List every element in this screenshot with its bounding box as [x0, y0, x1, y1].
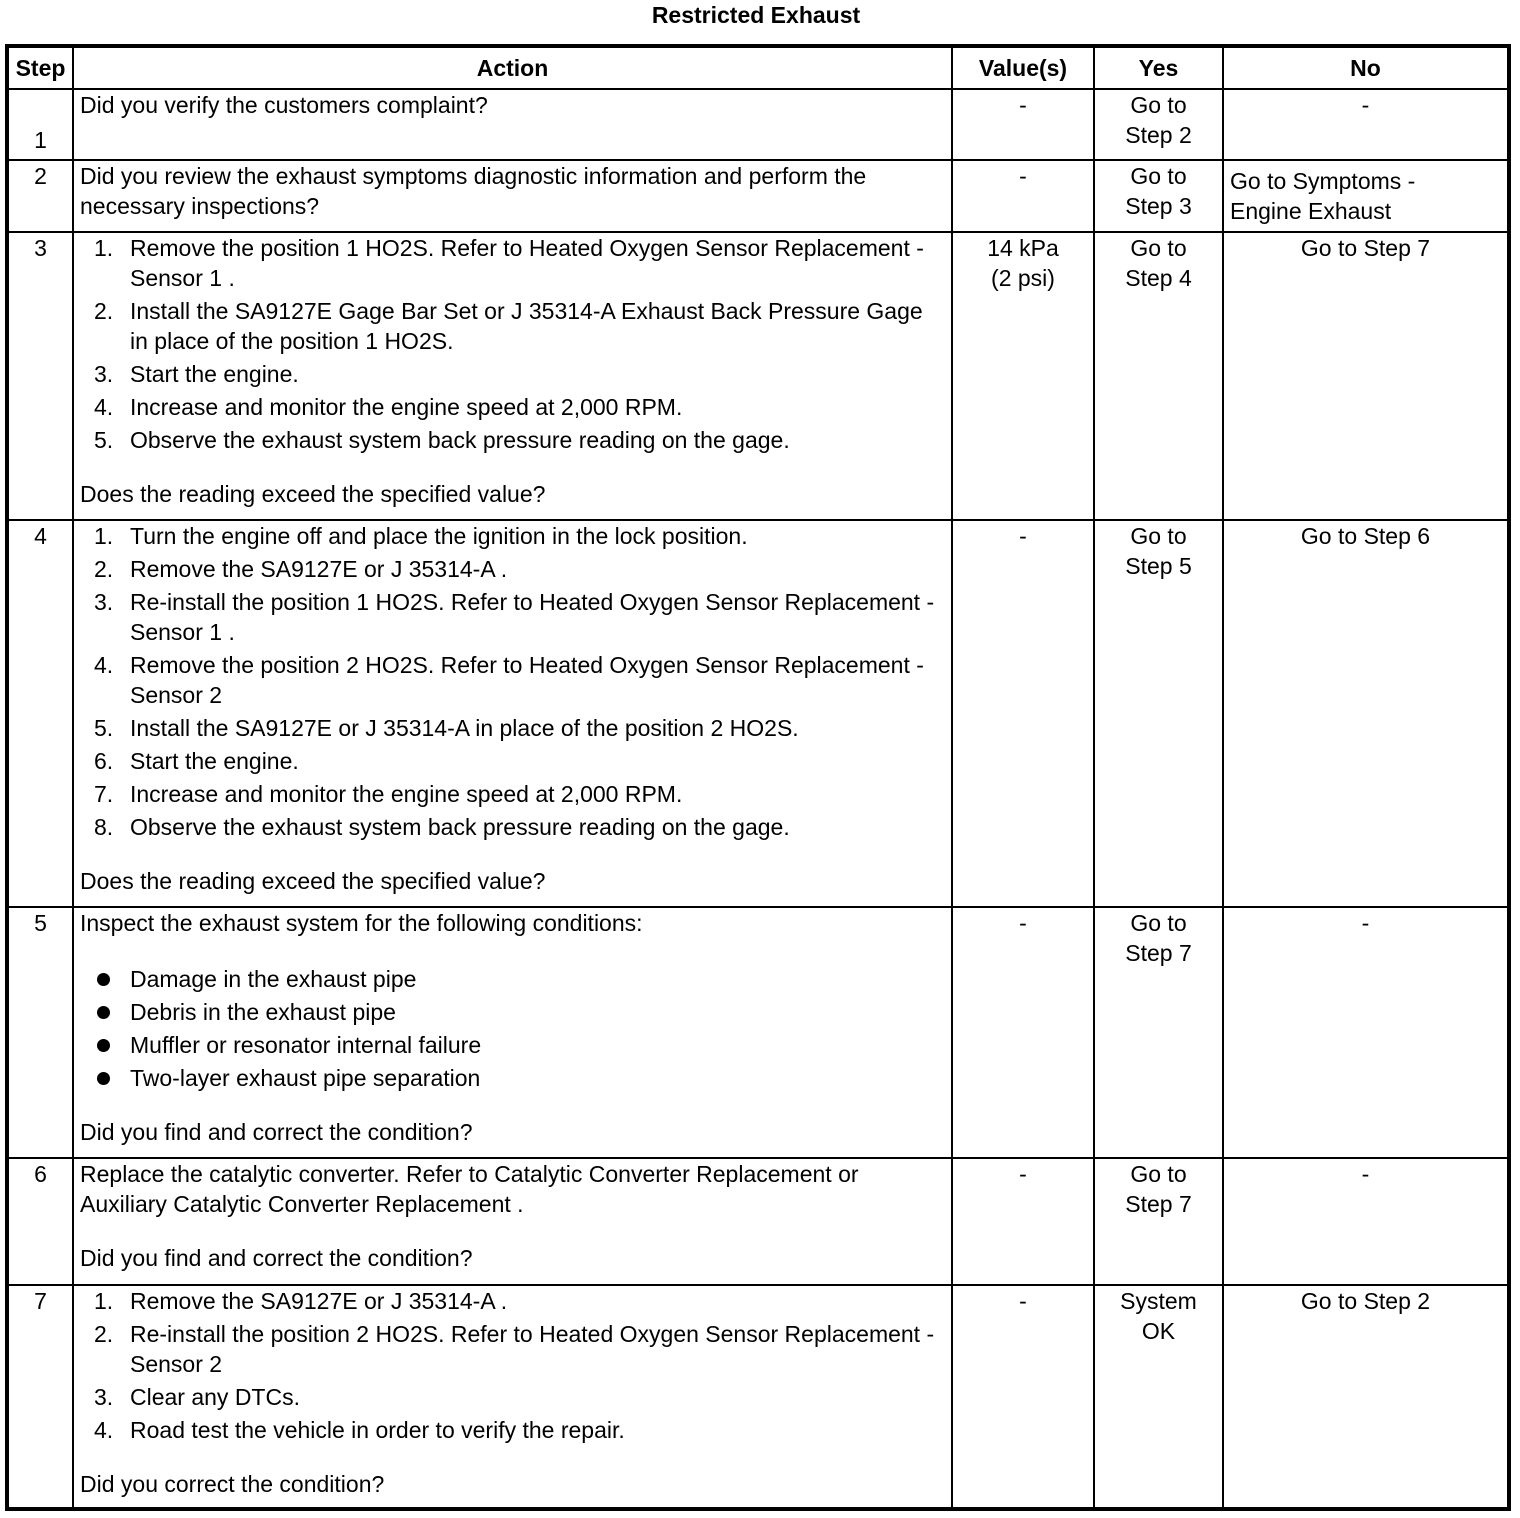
value-cell: -: [952, 89, 1094, 160]
action-cell: [73, 89, 952, 160]
value-line: (2 psi): [991, 265, 1055, 291]
bullet-icon: [97, 1039, 110, 1052]
value-cell: -: [952, 1285, 1094, 1509]
procedure-item: 4. Increase and monitor the engine speed at 2,000 RPM.: [94, 394, 683, 420]
condition-list: [80, 964, 945, 1093]
yes-cell: [1094, 232, 1223, 520]
yes-line: OK: [1141, 1318, 1176, 1344]
condition-item: Two-layer exhaust pipe separation: [80, 1063, 945, 1093]
page-title: Restricted Exhaust: [651, 2, 861, 28]
yes-line: Step 7: [1125, 940, 1192, 966]
yes-cell: [1094, 907, 1223, 1158]
yes-line: Go to: [1130, 92, 1187, 118]
procedure-item: 4. Remove the position 2 HO2S. Refer to Heated Oxygen Sensor Replacement - Sensor 2: [94, 652, 924, 708]
procedure-item: 3. Clear any DTCs.: [94, 1384, 300, 1410]
no-line: Go to Symptoms -: [1230, 168, 1416, 194]
procedure-item: 5. Install the SA9127E or J 35314-A in place of the position 2 HO2S.: [94, 715, 799, 741]
yes-line: Go to: [1130, 523, 1187, 549]
question-text: Did you correct the condition?: [80, 1471, 385, 1497]
yes-cell: [1094, 1285, 1223, 1509]
procedure-item: 3. Re-install the position 1 HO2S. Refer to Heated Oxygen Sensor Replacement - Sensor 1 .: [94, 589, 935, 645]
intro-text: Inspect the exhaust system for the following conditions:: [80, 910, 643, 936]
procedure-item: 2. Install the SA9127E Gage Bar Set or J 35314-A Exhaust Back Pressure Gage in place of the position 1 HO2S.: [94, 298, 923, 354]
table-row-step-6: [7, 1158, 1509, 1285]
bullet-icon: [97, 1072, 110, 1085]
procedure-list: [80, 1286, 945, 1445]
action-cell: [73, 1158, 952, 1285]
table-row-step-4: [7, 520, 1509, 907]
no-line: Engine Exhaust: [1230, 198, 1392, 224]
header-no: No: [1223, 46, 1509, 89]
condition-item: Damage in the exhaust pipe: [80, 964, 945, 994]
bullet-icon: [97, 1006, 110, 1019]
no-cell: Go to Step 2: [1223, 1285, 1509, 1509]
yes-line: Step 4: [1125, 265, 1192, 291]
procedure-item: 5. Observe the exhaust system back pressure reading on the gage.: [94, 427, 790, 453]
question-text: Does the reading exceed the specified value?: [80, 868, 546, 894]
action-cell: [73, 1285, 952, 1509]
value-cell: -: [952, 1158, 1094, 1285]
diagnostic-table: [5, 44, 1511, 1511]
header-values: Value(s): [952, 46, 1094, 89]
table-row-step-7: [7, 1285, 1509, 1509]
action-cell: [73, 160, 952, 232]
step-number: 6: [7, 1158, 73, 1285]
yes-cell: [1094, 1158, 1223, 1285]
value-cell: [952, 232, 1094, 520]
step-number: 5: [7, 907, 73, 1158]
procedure-item: 8. Observe the exhaust system back pressure reading on the gage.: [94, 814, 790, 840]
header-yes: Yes: [1094, 46, 1223, 89]
step-number: 7: [7, 1285, 73, 1509]
value-cell: -: [952, 907, 1094, 1158]
yes-line: Step 5: [1125, 553, 1192, 579]
no-cell: Go to Step 6: [1223, 520, 1509, 907]
value-line: 14 kPa: [987, 235, 1059, 261]
action-cell: [73, 907, 952, 1158]
value-cell: -: [952, 160, 1094, 232]
no-cell: -: [1223, 89, 1509, 160]
yes-line: Go to: [1130, 910, 1187, 936]
yes-line: Go to: [1130, 163, 1187, 189]
condition-item: Muffler or resonator internal failure: [80, 1030, 945, 1060]
procedure-item: 7. Increase and monitor the engine speed at 2,000 RPM.: [94, 781, 683, 807]
action-text: Did you verify the customers complaint?: [80, 92, 488, 118]
yes-cell: [1094, 520, 1223, 907]
header-row: [7, 46, 1509, 89]
table-row-step-2: [7, 160, 1509, 232]
yes-line: Go to: [1130, 235, 1187, 261]
no-cell: [1223, 160, 1509, 232]
question-text: Did you find and correct the condition?: [80, 1245, 473, 1271]
step-number: 4: [7, 520, 73, 907]
no-cell: -: [1223, 1158, 1509, 1285]
header-action: Action: [73, 46, 952, 89]
step-number: 3: [7, 232, 73, 520]
table-row-step-1: [7, 89, 1509, 160]
question-text: Did you find and correct the condition?: [80, 1119, 473, 1145]
action-cell: [73, 232, 952, 520]
procedure-item: 1. Remove the SA9127E or J 35314-A .: [94, 1288, 508, 1314]
no-cell: -: [1223, 907, 1509, 1158]
procedure-item: 6. Start the engine.: [94, 748, 299, 774]
yes-line: Step 2: [1125, 122, 1192, 148]
action-cell: [73, 520, 952, 907]
action-text: Did you review the exhaust symptoms diagnostic information and perform the necessary inspections?: [80, 163, 867, 219]
step-number: 2: [7, 160, 73, 232]
yes-line: Step 7: [1125, 1191, 1192, 1217]
yes-line: Go to: [1130, 1161, 1187, 1187]
yes-cell: [1094, 89, 1223, 160]
bullet-icon: [97, 973, 110, 986]
value-cell: -: [952, 520, 1094, 907]
procedure-item: 2. Remove the SA9127E or J 35314-A .: [94, 556, 508, 582]
procedure-item: 3. Start the engine.: [94, 361, 299, 387]
procedure-item: 1. Turn the engine off and place the ignition in the lock position.: [94, 523, 748, 549]
header-step: Step: [7, 46, 73, 89]
procedure-list: [80, 233, 945, 455]
condition-item: Debris in the exhaust pipe: [80, 997, 945, 1027]
yes-cell: [1094, 160, 1223, 232]
yes-line: Step 3: [1125, 193, 1192, 219]
table-row-step-3: [7, 232, 1509, 520]
procedure-item: 1. Remove the position 1 HO2S. Refer to Heated Oxygen Sensor Replacement - Sensor 1 .: [94, 235, 924, 291]
table-row-step-5: [7, 907, 1509, 1158]
intro-text: Replace the catalytic converter. Refer to Catalytic Converter Replacement or Auxiliary Catalytic Converter Replacement .: [80, 1161, 859, 1217]
procedure-item: 4. Road test the vehicle in order to verify the repair.: [94, 1417, 625, 1443]
procedure-list: [80, 521, 945, 842]
question-text: Does the reading exceed the specified value?: [80, 481, 546, 507]
no-cell: Go to Step 7: [1223, 232, 1509, 520]
yes-line: System: [1120, 1288, 1197, 1314]
procedure-item: 2. Re-install the position 2 HO2S. Refer to Heated Oxygen Sensor Replacement - Sensor 2: [94, 1321, 935, 1377]
step-number: 1: [7, 89, 73, 160]
